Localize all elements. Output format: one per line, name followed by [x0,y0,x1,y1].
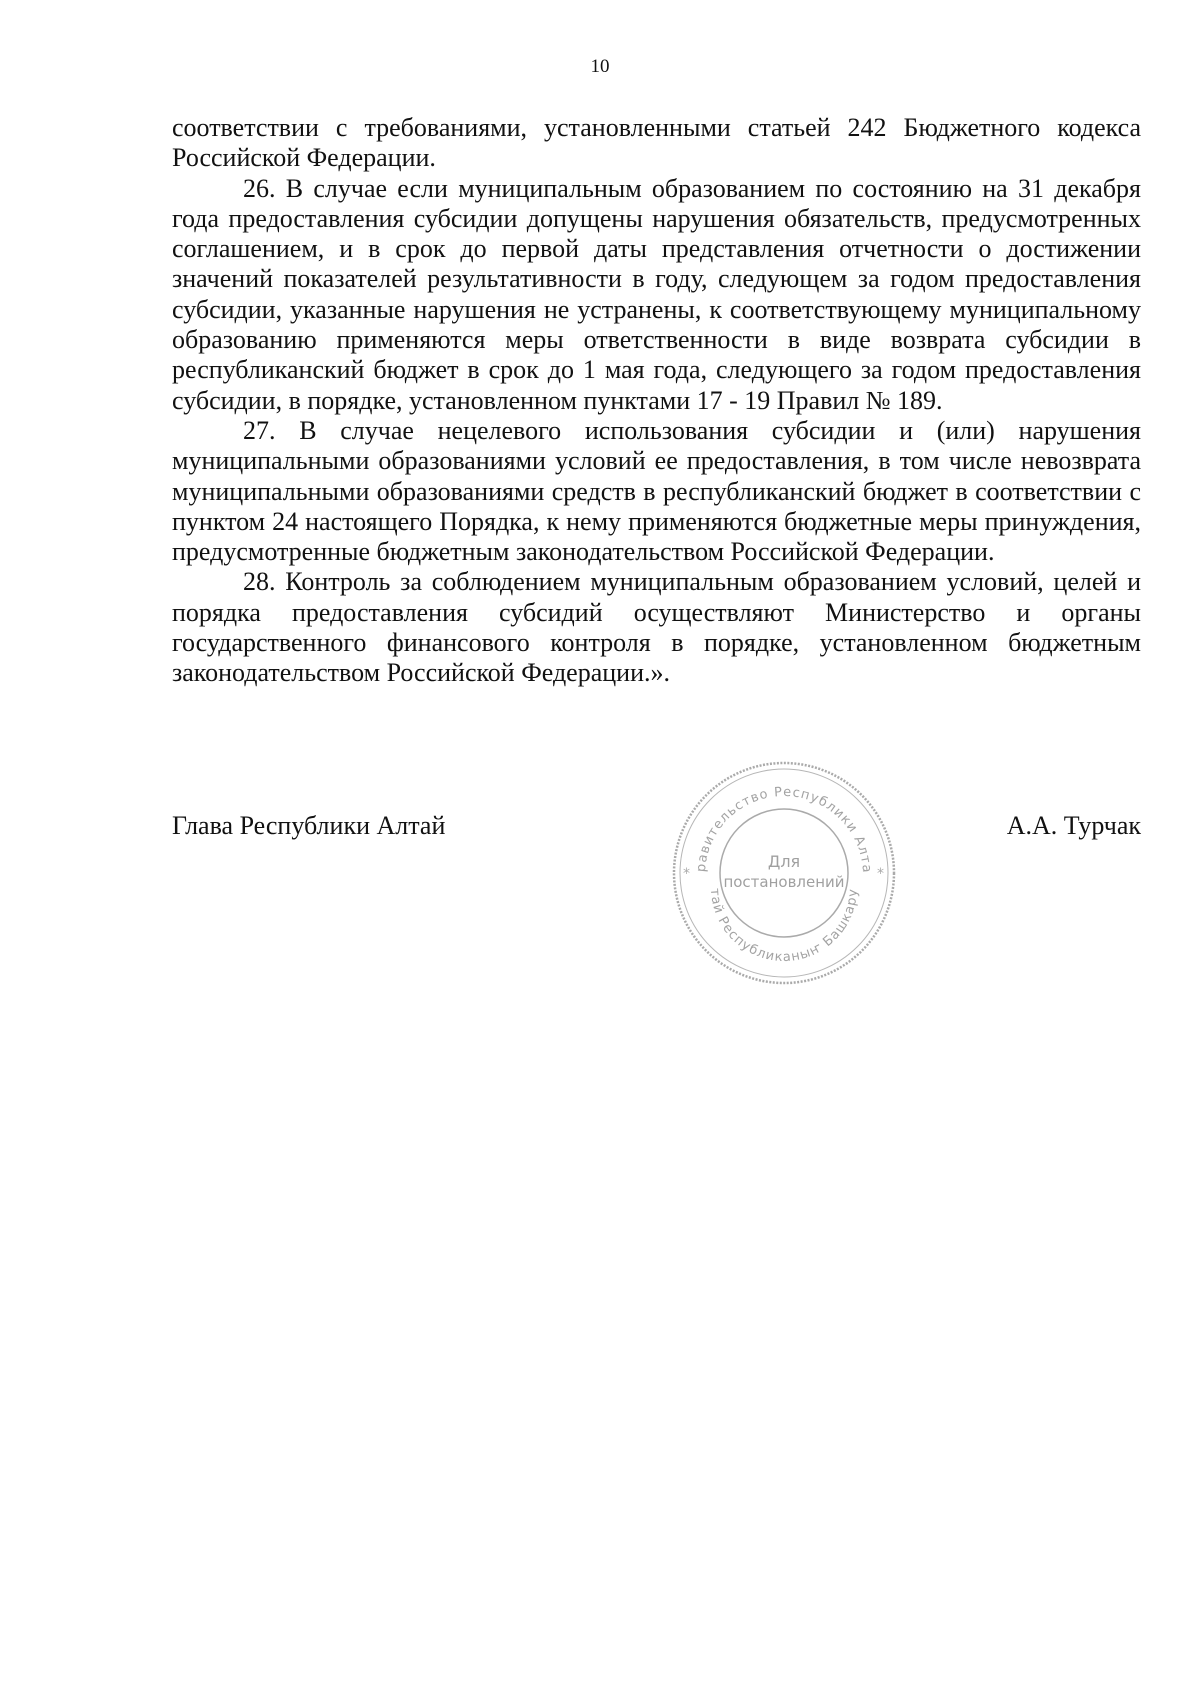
seal-center-line2: постановлений [723,873,845,891]
signature-position-title: Глава Республики Алтай [172,811,446,840]
seal-bottom-text: тай Республиканыҥ Башкару [706,887,862,966]
paragraph-continuation: соответствии с требованиями, установленными статьей 242 Бюджетного кодекса Российской Федерации. [172,113,1141,173]
seal-top-text: равительство Республики Алта [693,784,875,874]
page-number: 10 [590,56,610,77]
paragraph-28: 28. Контроль за соблюдением муниципальным образованием условий, целей и порядка предоставления субсидий осуществляют Министерство и органы государственного финансового контроля в порядке, установленном бюджетным законодательством Российской Федерации.». [172,567,1141,688]
seal-icon [669,758,899,988]
paragraph-26: 26. В случае если муниципальным образованием по состоянию на 31 декабря года предоставления субсидии допущены нарушения обязательств, предусмотренных соглашением, и в срок до первой даты представления отчетности о достижении значений показателей результативности в году, следующем за годом предоставления субсидии, указанные нарушения не устранены, к соответствующему муниципальному образованию применяются меры ответственности в виде возврата субсидии в республиканский бюджет в срок до 1 мая года, следующего за годом предоставления субсидии, в порядке, установленном пунктами 17 - 19 Правил № 189. [172,173,1141,415]
paragraph-27: 27. В случае нецелевого использования субсидии и (или) нарушения муниципальными образованиями условий ее предоставления, в том числе невозврата муниципальными образованиями средств в республиканский бюджет в соответствии с пунктом 24 настоящего Порядка, к нему применяются бюджетные меры принуждения, предусмотренные бюджетным законодательством Российской Федерации. [172,415,1141,567]
official-seal-stamp [669,758,899,988]
svg-text:*: * [683,866,690,882]
document-body [172,113,1141,689]
signer-name: А.А. Турчак [1006,811,1141,840]
seal-center-line1: Для [767,852,801,871]
svg-text:*: * [877,866,884,882]
